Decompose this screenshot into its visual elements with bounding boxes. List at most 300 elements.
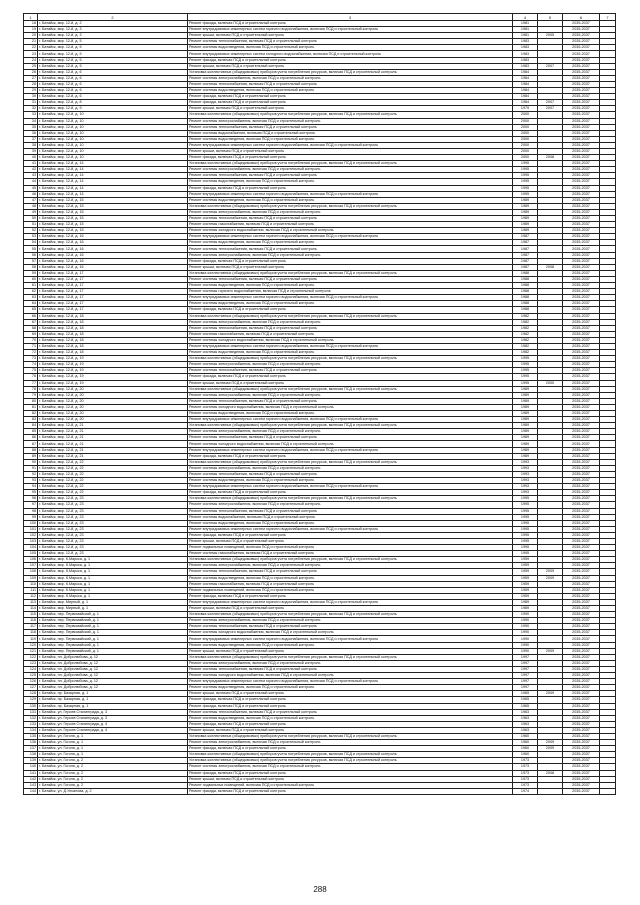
planned-period-cell: 2035-2037 <box>563 636 600 642</box>
build-year-cell: 1959 <box>513 569 538 575</box>
build-year-cell: 1981 <box>513 27 538 33</box>
build-year-cell: 1959 <box>513 575 538 581</box>
header-col-7: 7 <box>600 14 616 21</box>
planned-period-cell: 2035-2037 <box>563 21 600 27</box>
planned-period-cell: 2035-2037 <box>563 471 600 477</box>
build-year-cell: 1995 <box>513 374 538 380</box>
address-cell: г. Батайск, пр. Базарная, д. 1 <box>38 703 188 709</box>
planned-period-cell: 2035-2037 <box>563 148 600 154</box>
address-cell: г. Батайск, мкр. 12-й, д. 14 <box>38 161 188 167</box>
row-number: 118 <box>24 630 38 636</box>
work-type-cell: Ремонт системы теплоснабжения, включая ПСД и строительный контроль <box>188 709 513 715</box>
work-type-cell: Ремонт внутридомовых инженерных систем горячего водоснабжения, включая ПСД и строительный контроль <box>188 679 513 685</box>
planned-period-cell: 2035-2037 <box>563 398 600 404</box>
build-year-cell: 1983 <box>513 51 538 57</box>
build-year-cell: 1997 <box>513 679 538 685</box>
row-number: 53 <box>24 234 38 240</box>
work-type-cell: Ремонт внутридомовых инженерных систем горячего водоснабжения, включая ПСД и строительный контроль <box>188 343 513 349</box>
build-year-cell: 1973 <box>513 770 538 776</box>
work-type-cell: Ремонт внутридомовых инженерных систем горячего водоснабжения, включая ПСД и строительный контроль <box>188 142 513 148</box>
planned-period-cell: 2035-2037 <box>563 612 600 618</box>
planned-period-cell: 2035-2037 <box>563 532 600 538</box>
build-year-cell: 1989 <box>513 606 538 612</box>
row-number: 68 <box>24 325 38 331</box>
address-cell: г. Батайск, мкр. 12-й, д. 15 <box>38 222 188 228</box>
address-cell: г. Батайск, мкр. 12-й, д. 10 <box>38 148 188 154</box>
row-number: 43 <box>24 173 38 179</box>
planned-period-cell: 2035-2037 <box>563 429 600 435</box>
work-type-cell: Ремонт крыши, включая ПСД и строительный контроль <box>188 380 513 386</box>
work-type-cell: Ремонт фасада, включая ПСД и строительный контроль <box>188 593 513 599</box>
address-cell: г. Батайск, пер. Первомайский, д. 1 <box>38 642 188 648</box>
planned-period-cell: 2035-2037 <box>563 270 600 276</box>
row-number: 64 <box>24 301 38 307</box>
work-type-cell: Установка коллективных (общедомовых) приборов учета потребления ресурсов, включая ПСД и строительный контроль <box>188 161 513 167</box>
row-number: 66 <box>24 313 38 319</box>
address-cell: г. Батайск, мкр. 12-й, д. 16 <box>38 258 188 264</box>
work-type-cell: Ремонт системы теплоснабжения, включая ПСД и строительный контроль <box>188 368 513 374</box>
address-cell: г. Батайск, мкр. 12-й, д. 23 <box>38 496 188 502</box>
row-number: 122 <box>24 654 38 660</box>
build-year-cell: 1995 <box>513 362 538 368</box>
work-type-cell: Ремонт фасада, включая ПСД и строительный контроль <box>188 307 513 313</box>
planned-period-cell: 2035-2037 <box>563 27 600 33</box>
address-cell: г. Батайск, мкр. К.Маркса, д. 1 <box>38 557 188 563</box>
row-number: 97 <box>24 502 38 508</box>
address-cell: г. Батайск, мкр. 12-й, д. 19 <box>38 368 188 374</box>
work-type-cell: Ремонт подвальных помещений, включая ПСД и строительный контроль <box>188 587 513 593</box>
address-cell: г. Батайск, мкр. 12-й, д. 6 <box>38 88 188 94</box>
planned-period-cell: 2035-2037 <box>563 411 600 417</box>
row-number: 59 <box>24 270 38 276</box>
build-year-cell: 1983 <box>513 57 538 63</box>
address-cell: г. Батайск, мкр. 12-й, д. 18 <box>38 343 188 349</box>
planned-period-cell: 2035-2037 <box>563 118 600 124</box>
row-number: 46 <box>24 191 38 197</box>
planned-period-cell: 2035-2037 <box>563 63 600 69</box>
address-cell: г. Батайск, мкр. 12-й, д. 21 <box>38 453 188 459</box>
address-cell: г. Батайск, пер. Первомайский, д. 1 <box>38 612 188 618</box>
work-type-cell: Ремонт фасада, включая ПСД и строительный контроль <box>188 703 513 709</box>
build-year-cell: 1990 <box>513 636 538 642</box>
planned-period-cell: 2035-2037 <box>563 222 600 228</box>
build-year-cell: 1965 <box>513 697 538 703</box>
work-type-cell: Ремонт системы холодного водоснабжения, включая ПСД и строительный контроль <box>188 228 513 234</box>
row-number: 135 <box>24 733 38 739</box>
planned-period-cell: 2035-2037 <box>563 697 600 703</box>
work-type-cell: Ремонт крыши, включая ПСД и строительный контроль <box>188 106 513 112</box>
work-type-cell: Ремонт системы водоотведения, включая ПСД и строительный контроль <box>188 45 513 51</box>
build-year-cell: 1993 <box>513 478 538 484</box>
row-number: 56 <box>24 252 38 258</box>
build-year-cell: 1984 <box>513 100 538 106</box>
planned-period-cell: 2035-2037 <box>563 33 600 39</box>
work-type-cell: Ремонт системы теплоснабжения, включая ПСД и строительный контроль <box>188 276 513 282</box>
build-year-cell: 1995 <box>513 514 538 520</box>
work-type-cell: Ремонт системы газоснабжения, включая ПСД и строительный контроль <box>188 581 513 587</box>
build-year-cell: 1982 <box>513 313 538 319</box>
build-year-cell: 2000 <box>513 130 538 136</box>
address-cell: г. Батайск, мкр. 12-й, д. 5 <box>38 39 188 45</box>
build-year-cell: 1982 <box>513 319 538 325</box>
address-cell: г. Батайск, мкр. 12-й, д. 15 <box>38 203 188 209</box>
row-number: 38 <box>24 142 38 148</box>
address-cell: г. Батайск, мкр. 12-й, д. 20 <box>38 392 188 398</box>
build-year-cell: 2000 <box>513 148 538 154</box>
planned-period-cell: 2035-2037 <box>563 392 600 398</box>
build-year-cell: 1993 <box>513 484 538 490</box>
row-number: 120 <box>24 642 38 648</box>
row-number: 33 <box>24 112 38 118</box>
planned-period-cell: 2035-2037 <box>563 459 600 465</box>
planned-period-cell: 2035-2037 <box>563 319 600 325</box>
build-year-cell: 1963 <box>513 715 538 721</box>
build-year-cell: 1990 <box>513 612 538 618</box>
address-cell: г. Батайск, мкр. 12-й, д. 14 <box>38 185 188 191</box>
build-year-cell: 1965 <box>513 691 538 697</box>
build-year-cell: 1990 <box>513 630 538 636</box>
row-number: 115 <box>24 612 38 618</box>
header-col-5: 5 <box>538 14 563 21</box>
work-type-cell: Ремонт фасада, включая ПСД и строительный контроль <box>188 21 513 27</box>
build-year-cell: 1997 <box>513 666 538 672</box>
planned-period-cell: 2035-2037 <box>563 788 600 794</box>
build-year-cell: 1981 <box>513 33 538 39</box>
row-number: 96 <box>24 496 38 502</box>
planned-period-cell: 2035-2037 <box>563 575 600 581</box>
row-number: 132 <box>24 715 38 721</box>
build-year-cell: 1989 <box>513 599 538 605</box>
work-type-cell: Ремонт системы электроснабжения, включая ПСД и строительный контроль <box>188 660 513 666</box>
row-number: 40 <box>24 155 38 161</box>
work-type-cell: Ремонт крыши, включая ПСД и строительный контроль <box>188 727 513 733</box>
row-number: 114 <box>24 606 38 612</box>
row-number: 107 <box>24 563 38 569</box>
planned-period-cell: 2035-2037 <box>563 331 600 337</box>
row-number: 134 <box>24 727 38 733</box>
address-cell: г. Батайск, мкр. К.Маркса, д. 1 <box>38 569 188 575</box>
work-type-cell: Ремонт внутридомовых инженерных систем горячего водоснабжения, включая ПСД и строительный контроль <box>188 599 513 605</box>
work-type-cell: Ремонт системы водоотведения, включая ПСД и строительный контроль <box>188 575 513 581</box>
planned-period-cell: 2035-2037 <box>563 703 600 709</box>
work-type-cell: Ремонт системы водоснабжения, включая ПСД и строительный контроль <box>188 130 513 136</box>
planned-period-cell: 2035-2037 <box>563 770 600 776</box>
address-cell: г. Батайск, мкр. Мирный, д. 1 <box>38 599 188 605</box>
build-year-cell: 1959 <box>513 581 538 587</box>
build-year-cell: 1990 <box>513 648 538 654</box>
work-type-cell: Ремонт системы теплоснабжения, включая ПСД и строительный контроль <box>188 398 513 404</box>
row-number: 45 <box>24 185 38 191</box>
address-cell: г. Батайск, мкр. 12-й, д. 20 <box>38 417 188 423</box>
address-cell: г. Батайск, ул. Гоголя, д. 1 <box>38 733 188 739</box>
row-number: 83 <box>24 417 38 423</box>
planned-period-cell: 2035-2037 <box>563 478 600 484</box>
planned-period-cell: 2035-2037 <box>563 234 600 240</box>
address-cell: г. Батайск, ул. Гоголя, д. 2 <box>38 758 188 764</box>
row-number: 106 <box>24 557 38 563</box>
build-year-cell: 1960 <box>513 733 538 739</box>
row-number: 88 <box>24 447 38 453</box>
planned-period-cell: 2035-2037 <box>563 106 600 112</box>
work-type-cell: Установка коллективных (общедомовых) приборов учета потребления ресурсов, включая ПСД и строительный контроль <box>188 203 513 209</box>
address-cell: г. Батайск, мкр. 12-й, д. 22 <box>38 471 188 477</box>
build-year-cell: 1995 <box>513 191 538 197</box>
build-year-cell: 1989 <box>513 435 538 441</box>
row-number: 22 <box>24 45 38 51</box>
build-year-cell: 1960 <box>513 746 538 752</box>
row-number: 29 <box>24 88 38 94</box>
build-year-cell: 1979 <box>513 106 538 112</box>
address-cell: г. Батайск, мкр. 12-й, д. 20 <box>38 386 188 392</box>
work-type-cell: Ремонт системы электроснабжения, включая ПСД и строительный контроль <box>188 209 513 215</box>
build-year-cell: 1973 <box>513 758 538 764</box>
work-type-cell: Ремонт системы теплоснабжения, включая ПСД и строительный контроль <box>188 81 513 87</box>
work-type-cell: Ремонт системы электроснабжения, включая ПСД и строительный контроль <box>188 118 513 124</box>
address-cell: г. Батайск, мкр. 12-й, д. 18 <box>38 313 188 319</box>
address-cell: г. Батайск, мкр. 12-й, д. 5 <box>38 51 188 57</box>
build-year-cell: 1995 <box>513 161 538 167</box>
work-type-cell: Ремонт внутридомовых инженерных систем горячего водоснабжения, включая ПСД и строительный контроль <box>188 234 513 240</box>
planned-period-cell: 2035-2037 <box>563 94 600 100</box>
row-number: 110 <box>24 581 38 587</box>
address-cell: г. Батайск, мкр. 12-й, д. 8 <box>38 100 188 106</box>
build-year-cell: 1989 <box>513 203 538 209</box>
address-cell: г. Батайск, пл. Добролюбова, д. 12 <box>38 673 188 679</box>
address-cell: г. Батайск, ул. Гоголя, д. 2 <box>38 770 188 776</box>
row-number: 50 <box>24 216 38 222</box>
address-cell: г. Батайск, мкр. 12-й, д. 23 <box>38 545 188 551</box>
address-cell: г. Батайск, мкр. 12-й, д. 10 <box>38 112 188 118</box>
work-type-cell: Ремонт системы горячего водоснабжения, включая ПСД и строительный контроль <box>188 289 513 295</box>
work-type-cell: Ремонт крыши, включая ПСД и строительный контроль <box>188 538 513 544</box>
planned-period-cell: 2035-2037 <box>563 624 600 630</box>
row-number: 127 <box>24 685 38 691</box>
work-type-cell: Ремонт системы водоотведения, включая ПСД и строительный контроль <box>188 179 513 185</box>
address-cell: г. Батайск, мкр. 12-й, д. 16 <box>38 252 188 258</box>
address-cell: г. Батайск, мкр. 12-й, д. 15 <box>38 197 188 203</box>
row-number: 124 <box>24 666 38 672</box>
address-cell: г. Батайск, мкр. 12-й, д. 21 <box>38 429 188 435</box>
extra-cell <box>600 788 616 794</box>
build-year-cell: 1995 <box>513 167 538 173</box>
work-type-cell: Ремонт системы водоотведения, включая ПСД и строительный контроль <box>188 520 513 526</box>
build-year-cell: 1995 <box>513 538 538 544</box>
work-type-cell: Ремонт фасада, включая ПСД и строительный контроль <box>188 490 513 496</box>
row-number: 91 <box>24 465 38 471</box>
work-type-cell: Установка коллективных (общедомовых) приборов учета потребления ресурсов, включая ПСД и строительный контроль <box>188 386 513 392</box>
row-number: 108 <box>24 569 38 575</box>
last-repair-year-cell: 2009 <box>538 648 563 654</box>
row-number: 123 <box>24 660 38 666</box>
work-type-cell: Ремонт системы теплоснабжения, включая ПСД и строительный контроль <box>188 325 513 331</box>
build-year-cell: 1989 <box>513 222 538 228</box>
row-number: 82 <box>24 411 38 417</box>
planned-period-cell: 2035-2037 <box>563 587 600 593</box>
planned-period-cell: 2035-2037 <box>563 484 600 490</box>
work-type-cell: Ремонт внутридомовых инженерных систем горячего водоснабжения, включая ПСД и строительный контроль <box>188 27 513 33</box>
address-cell: г. Батайск, пер. Первомайский, д. 1 <box>38 618 188 624</box>
row-number: 32 <box>24 106 38 112</box>
row-number: 62 <box>24 289 38 295</box>
build-year-cell: 1982 <box>513 343 538 349</box>
address-cell: г. Батайск, мкр. 12-й, д. 23 <box>38 532 188 538</box>
planned-period-cell: 2035-2037 <box>563 764 600 770</box>
work-type-cell: Ремонт системы электроснабжения, включая ПСД и строительный контроль <box>188 75 513 81</box>
address-cell: г. Батайск, мкр. 12-й, д. 17 <box>38 283 188 289</box>
row-number: 136 <box>24 740 38 746</box>
address-cell: г. Батайск, мкр. К.Маркса, д. 1 <box>38 587 188 593</box>
row-number: 23 <box>24 51 38 57</box>
planned-period-cell: 2035-2037 <box>563 727 600 733</box>
address-cell: г. Батайск, мкр. 12-й, д. 5 <box>38 63 188 69</box>
row-number: 138 <box>24 752 38 758</box>
work-type-cell: Установка коллективных (общедомовых) приборов учета потребления ресурсов, включая ПСД и строительный контроль <box>188 313 513 319</box>
row-number: 103 <box>24 538 38 544</box>
row-number: 86 <box>24 435 38 441</box>
build-year-cell: 1963 <box>513 709 538 715</box>
address-cell: г. Батайск, мкр. 12-й, д. 15 <box>38 228 188 234</box>
row-number: 24 <box>24 57 38 63</box>
build-year-cell: 1993 <box>513 459 538 465</box>
last-repair-year-cell: 2009 <box>538 575 563 581</box>
address-cell: г. Батайск, мкр. 12-й, д. 18 <box>38 319 188 325</box>
planned-period-cell: 2035-2037 <box>563 51 600 57</box>
planned-period-cell: 2035-2037 <box>563 691 600 697</box>
planned-period-cell: 2035-2037 <box>563 325 600 331</box>
planned-period-cell: 2035-2037 <box>563 563 600 569</box>
planned-period-cell: 2035-2037 <box>563 526 600 532</box>
row-number: 26 <box>24 69 38 75</box>
work-type-cell: Ремонт системы электроснабжения, включая ПСД и строительный контроль <box>188 362 513 368</box>
row-number: 139 <box>24 758 38 764</box>
row-number: 61 <box>24 283 38 289</box>
row-number: 75 <box>24 368 38 374</box>
planned-period-cell: 2035-2037 <box>563 179 600 185</box>
planned-period-cell: 2035-2037 <box>563 465 600 471</box>
last-repair-year-cell: 2008 <box>538 264 563 270</box>
build-year-cell: 1988 <box>513 283 538 289</box>
row-number: 143 <box>24 782 38 788</box>
address-cell: г. Батайск, пер. Первомайский, д. 1 <box>38 636 188 642</box>
planned-period-cell: 2035-2037 <box>563 313 600 319</box>
planned-period-cell: 2035-2037 <box>563 155 600 161</box>
work-type-cell: Ремонт фасада, включая ПСД и строительный контроль <box>188 788 513 794</box>
planned-period-cell: 2035-2037 <box>563 295 600 301</box>
address-cell: г. Батайск, пл. Добролюбова, д. 12 <box>38 679 188 685</box>
build-year-cell: 1993 <box>513 490 538 496</box>
address-cell: г. Батайск, мкр. 12-й, д. 6 <box>38 69 188 75</box>
build-year-cell: 1987 <box>513 258 538 264</box>
row-number: 20 <box>24 33 38 39</box>
planned-period-cell: 2035-2037 <box>563 39 600 45</box>
build-year-cell: 1995 <box>513 496 538 502</box>
planned-period-cell: 2035-2037 <box>563 642 600 648</box>
build-year-cell: 1981 <box>513 21 538 27</box>
work-type-cell: Ремонт фасада, включая ПСД и строительный контроль <box>188 532 513 538</box>
work-type-cell: Установка коллективных (общедомовых) приборов учета потребления ресурсов, включая ПСД и строительный контроль <box>188 356 513 362</box>
address-cell: г. Батайск, мкр. 12-й, д. 10 <box>38 155 188 161</box>
work-type-cell: Ремонт системы электроснабжения, включая ПСД и строительный контроль <box>188 392 513 398</box>
planned-period-cell: 2035-2037 <box>563 301 600 307</box>
work-type-cell: Ремонт внутридомовых инженерных систем горячего водоснабжения, включая ПСД и строительный контроль <box>188 447 513 453</box>
address-cell: г. Батайск, ул. Героев Сталинграда, д. 4 <box>38 727 188 733</box>
build-year-cell: 1989 <box>513 429 538 435</box>
work-type-cell: Установка коллективных (общедомовых) приборов учета потребления ресурсов, включая ПСД и строительный контроль <box>188 733 513 739</box>
address-cell: г. Батайск, мкр. 12-й, д. 23 <box>38 551 188 557</box>
planned-period-cell: 2035-2037 <box>563 216 600 222</box>
build-year-cell: 1984 <box>513 94 538 100</box>
work-type-cell: Ремонт системы электроснабжения, включая ПСД и строительный контроль <box>188 740 513 746</box>
build-year-cell: 1990 <box>513 618 538 624</box>
table-body <box>24 21 616 795</box>
planned-period-cell: 2035-2037 <box>563 142 600 148</box>
build-year-cell: 1987 <box>513 234 538 240</box>
work-type-cell: Ремонт фасада, включая ПСД и строительный контроль <box>188 721 513 727</box>
planned-period-cell: 2035-2037 <box>563 502 600 508</box>
address-cell: г. Батайск, мкр. 12-й, д. 6 <box>38 75 188 81</box>
planned-period-cell: 2035-2037 <box>563 447 600 453</box>
row-number: 78 <box>24 386 38 392</box>
work-type-cell: Ремонт внутридомовых инженерных систем горячего водоснабжения, включая ПСД и строительный контроль <box>188 484 513 490</box>
planned-period-cell: 2035-2037 <box>563 490 600 496</box>
work-type-cell: Ремонт системы теплоснабжения, включая ПСД и строительный контроль <box>188 435 513 441</box>
build-year-cell: 1995 <box>513 356 538 362</box>
row-number: 27 <box>24 75 38 81</box>
planned-period-cell: 2035-2037 <box>563 112 600 118</box>
build-year-cell: 1989 <box>513 404 538 410</box>
row-number: 28 <box>24 81 38 87</box>
address-cell: г. Батайск, мкр. 12-й, д. 18 <box>38 350 188 356</box>
planned-period-cell: 2035-2037 <box>563 386 600 392</box>
planned-period-cell: 2035-2037 <box>563 733 600 739</box>
build-year-cell: 1995 <box>513 380 538 386</box>
work-type-cell: Ремонт внутридомовых инженерных систем горячего водоснабжения, включая ПСД и строительный контроль <box>188 417 513 423</box>
address-cell: г. Батайск, ул. Гоголя, д. 1 <box>38 746 188 752</box>
row-number: 116 <box>24 618 38 624</box>
row-number: 67 <box>24 319 38 325</box>
last-repair-year-cell: 2007 <box>538 100 563 106</box>
row-number: 87 <box>24 441 38 447</box>
build-year-cell: 1982 <box>513 337 538 343</box>
planned-period-cell: 2035-2037 <box>563 685 600 691</box>
work-type-cell: Ремонт системы теплоснабжения, включая ПСД и строительный контроль <box>188 508 513 514</box>
row-number: 100 <box>24 520 38 526</box>
work-type-cell: Ремонт фасада, включая ПСД и строительный контроль <box>188 155 513 161</box>
address-cell: г. Батайск, мкр. 12-й, д. 21 <box>38 441 188 447</box>
build-year-cell: 1995 <box>513 173 538 179</box>
work-type-cell: Ремонт фасада, включая ПСД и строительный контроль <box>188 746 513 752</box>
row-number: 25 <box>24 63 38 69</box>
work-type-cell: Ремонт системы газоснабжения, включая ПСД и строительный контроль <box>188 222 513 228</box>
planned-period-cell: 2035-2037 <box>563 356 600 362</box>
planned-period-cell: 2035-2037 <box>563 630 600 636</box>
build-year-cell: 1959 <box>513 587 538 593</box>
planned-period-cell: 2035-2037 <box>563 679 600 685</box>
build-year-cell: 1983 <box>513 39 538 45</box>
work-type-cell: Ремонт системы электроснабжения, включая ПСД и строительный контроль <box>188 252 513 258</box>
row-number: 84 <box>24 423 38 429</box>
work-type-cell: Ремонт системы электроснабжения, включая ПСД и строительный контроль <box>188 563 513 569</box>
planned-period-cell: 2035-2037 <box>563 228 600 234</box>
build-year-cell: 1995 <box>513 502 538 508</box>
planned-period-cell: 2035-2037 <box>563 240 600 246</box>
row-number: 77 <box>24 380 38 386</box>
planned-period-cell: 2035-2037 <box>563 441 600 447</box>
planned-period-cell: 2035-2037 <box>563 660 600 666</box>
address-cell: г. Батайск, пр. Базарная, д. 1 <box>38 697 188 703</box>
build-year-cell: 1989 <box>513 209 538 215</box>
work-type-cell: Установка коллективных (общедомовых) приборов учета потребления ресурсов, включая ПСД и строительный контроль <box>188 496 513 502</box>
